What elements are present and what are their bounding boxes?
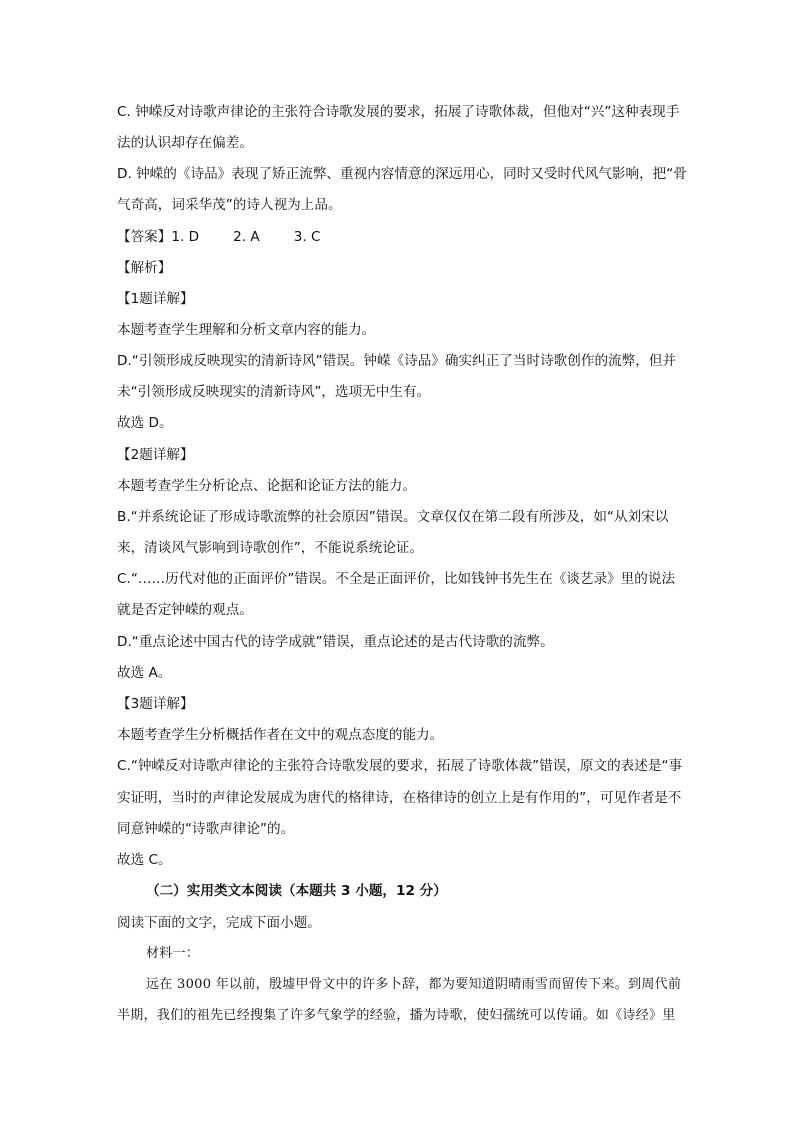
q2-line: B.“并系统论证了形成诗歌流弊的社会原因”错误。文章仅仅在第二段有所涉及，如“从刘宋以: [117, 509, 669, 525]
answer-label: 【答案】: [117, 229, 172, 245]
q1-title: 【1题详解】: [117, 291, 194, 307]
answer-item-2: 2. A: [233, 229, 260, 245]
q3-line: 本题考查学生分析概括作者在文中的观点态度的能力。: [117, 727, 444, 743]
q3-line: 同意钟嵘的“诗歌声律论”的。: [117, 821, 295, 837]
option-d-line-2: 气奇高，词采华茂”的诗人视为上品。: [117, 197, 342, 213]
q2-title: 【2题详解】: [117, 447, 194, 463]
answer-item-3: 3. C: [293, 229, 321, 245]
material-label: 材料一：: [146, 946, 200, 961]
material-line: 半期，我们的祖先已经搜集了许多气象学的经验，播为诗歌，使妇孺统可以传诵。如《诗经》里: [117, 1008, 676, 1023]
q2-line: D.“重点论述中国古代的诗学成就”错误，重点论述的是古代诗歌的流弊。: [117, 634, 554, 650]
q2-line: 来，清谈风气影响到诗歌创作”，不能说系统论证。: [117, 540, 424, 556]
material-line: 远在 3000 年以前，殷墟甲骨文中的许多卜辞，都为要知道阴晴雨雪而留传下来。到周代前: [146, 977, 682, 992]
q1-line: 故选 D。: [117, 415, 173, 431]
analysis-label: 【解析】: [117, 260, 172, 276]
q2-line: C.“……历代对他的正面评价”错误。不全是正面评价，比如钱钟书先生在《谈艺录》里的说法: [117, 571, 676, 587]
section-instruction: 阅读下面的文字，完成下面小题。: [117, 915, 321, 931]
option-d-line-1: D. 钟嵘的《诗品》表现了矫正流弊、重视内容情意的深远用心，同时又受时代风气影响，把“骨: [117, 166, 687, 182]
q3-line: 实证明，当时的声律论发展成为唐代的格律诗，在格律诗的创立上是有作用的”，可见作者是不: [117, 790, 682, 806]
q3-title: 【3题详解】: [117, 696, 194, 712]
q1-line: 未“引领形成反映现实的清新诗风”，选项无中生有。: [117, 384, 431, 400]
section-title: （二）实用类文本阅读（本题共 3 小题，12 分）: [146, 883, 447, 899]
q2-line: 本题考查学生分析论点、论据和论证方法的能力。: [117, 478, 417, 494]
answer-line: [117, 227, 724, 247]
option-c-line-2: 法的认识却存在偏差。: [117, 135, 253, 151]
q1-line: D.“引领形成反映现实的清新诗风”错误。钟嵘《诗品》确实纠正了当时诗歌创作的流弊，但并: [117, 353, 677, 369]
answer-item-1: 1. D: [171, 229, 200, 245]
q2-line: 就是否定钟嵘的观点。: [117, 602, 253, 618]
q2-line: 故选 A。: [117, 665, 172, 681]
q3-line: 故选 C。: [117, 852, 172, 868]
q1-line: 本题考查学生理解和分析文章内容的能力。: [117, 322, 376, 338]
option-c-line-1: C. 钟嵘反对诗歌声律论的主张符合诗歌发展的要求，拓展了诗歌体裁，但他对“兴”这种表现手: [117, 104, 680, 120]
q3-line: C.“钟嵘反对诗歌声律论的主张符合诗歌发展的要求，拓展了诗歌体裁”错误，原文的表述是“事: [117, 758, 683, 774]
